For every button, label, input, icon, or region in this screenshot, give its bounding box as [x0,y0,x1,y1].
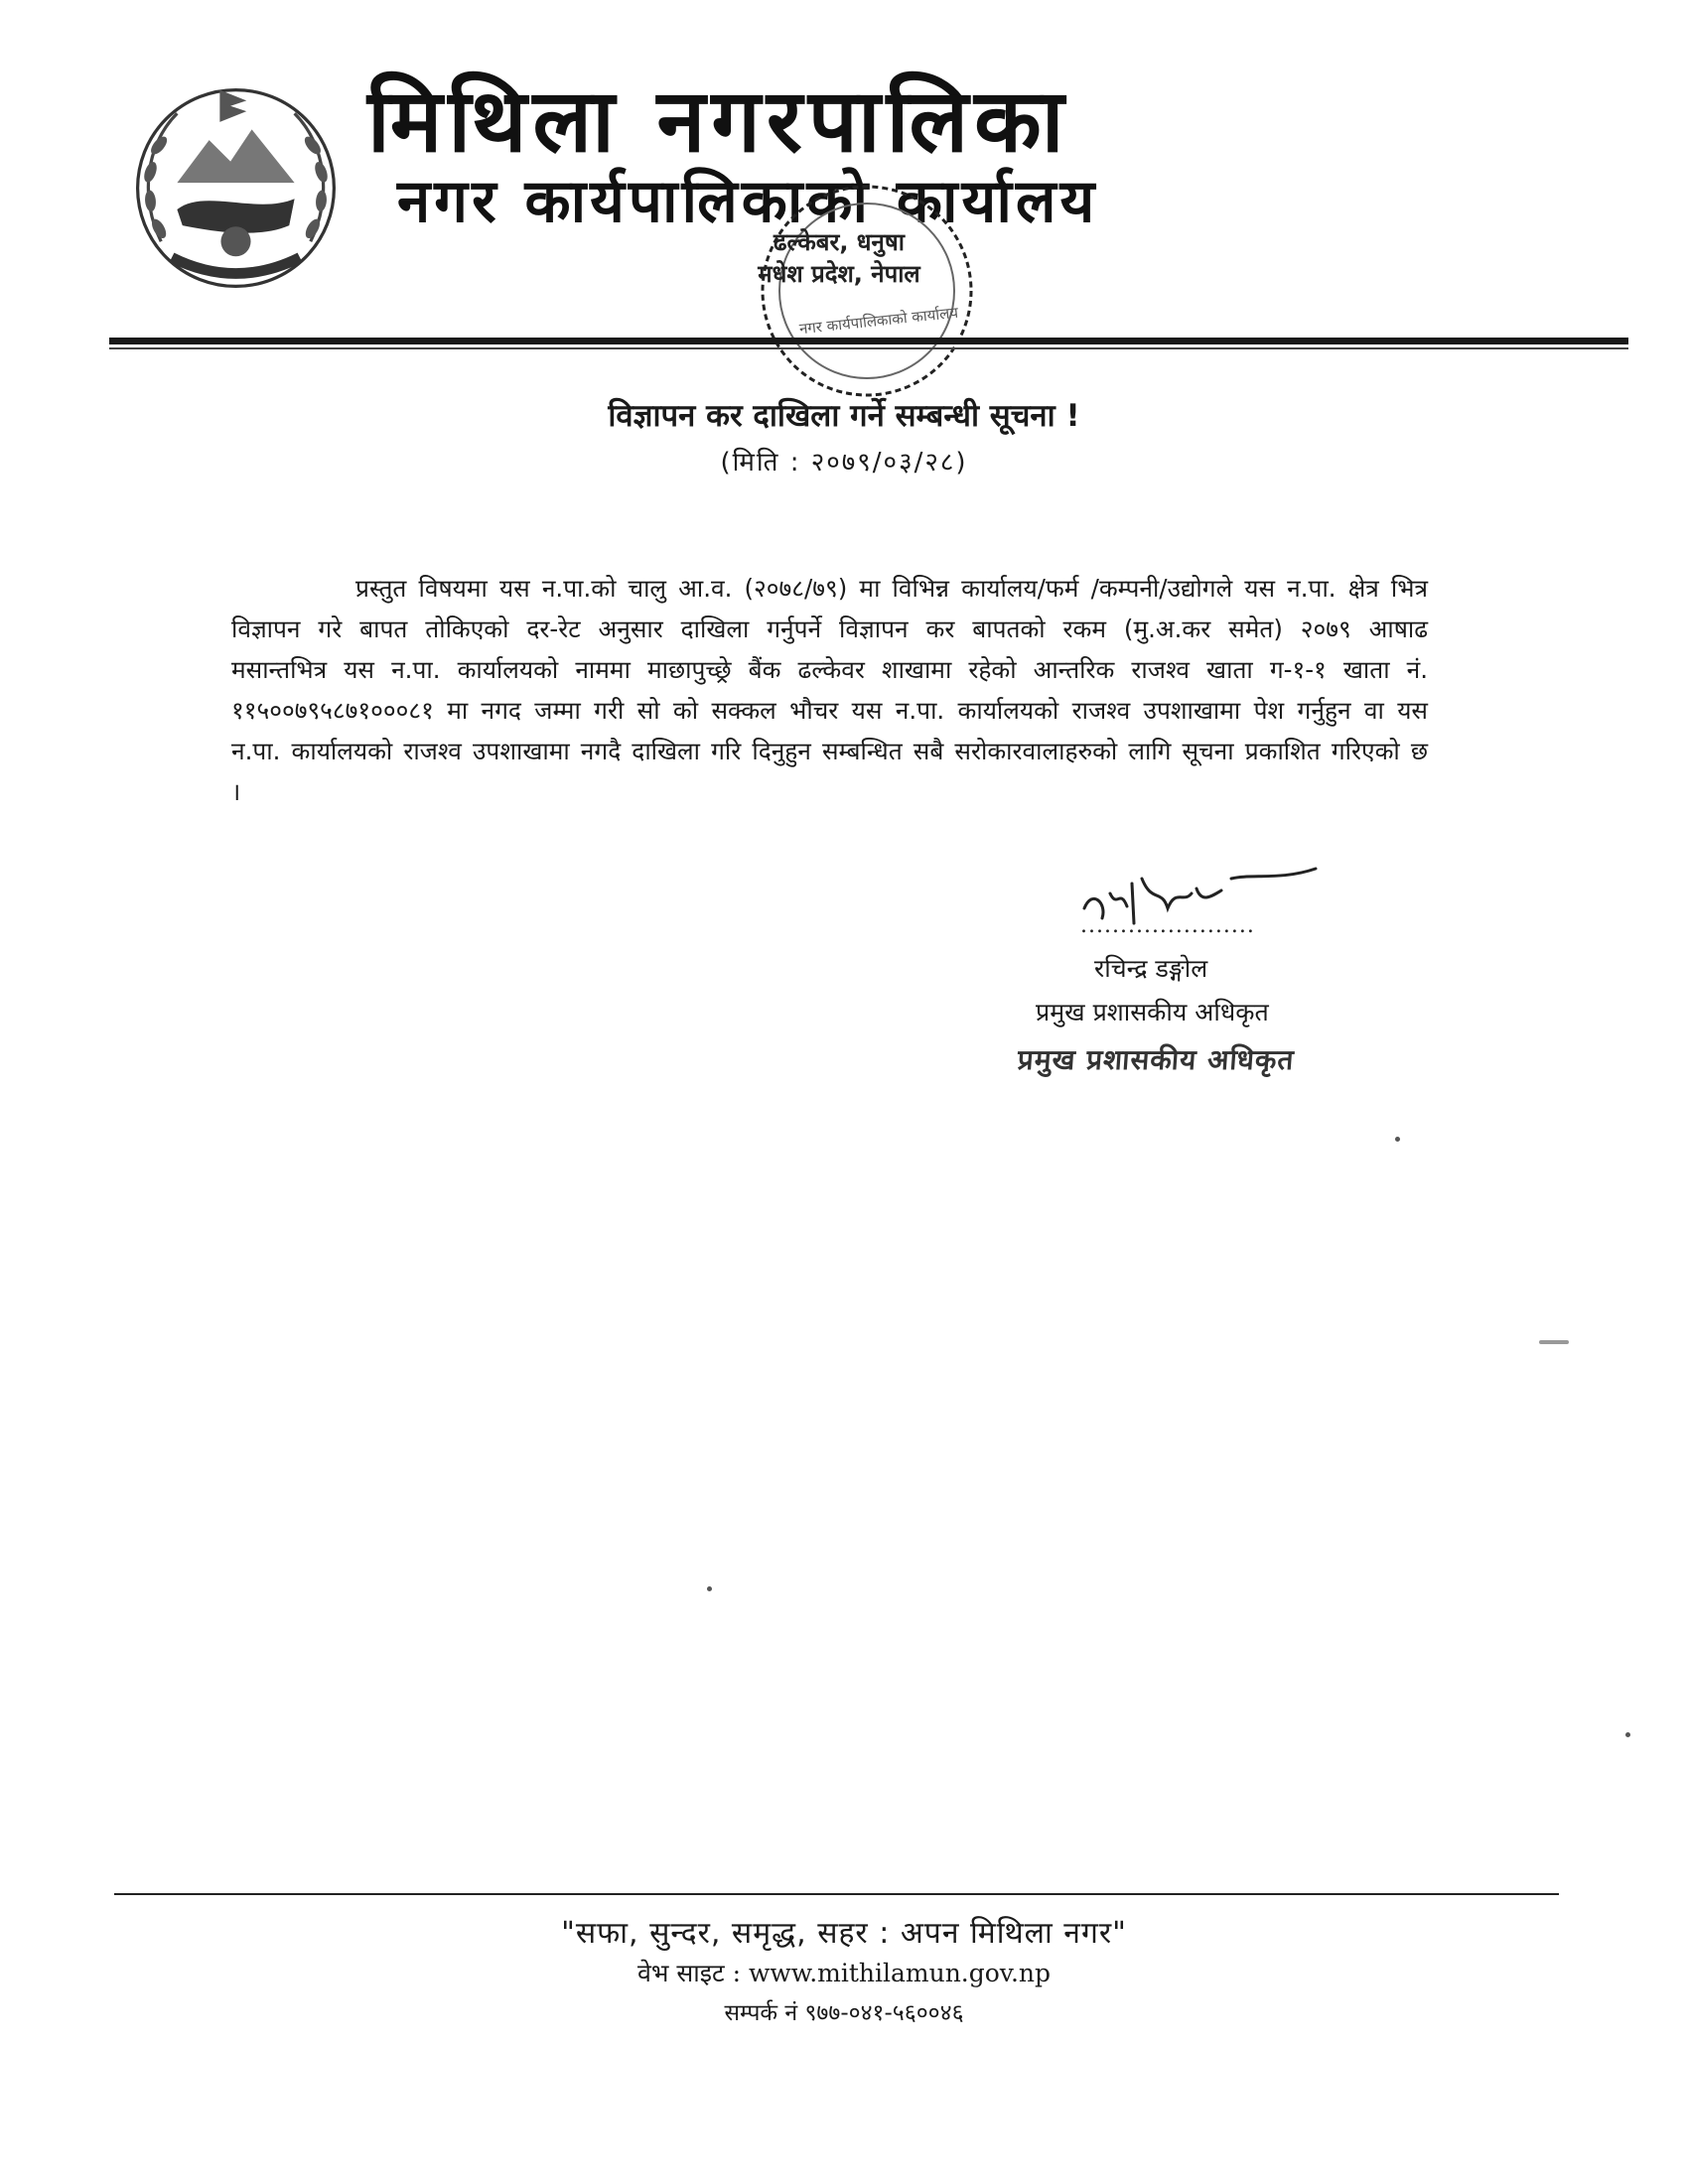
stamp-inner-text: नगर कार्यपालिकाको कार्यालय [798,303,959,339]
header-divider-thin [109,347,1628,349]
signature-line: ...................... [1080,913,1255,938]
header-divider [109,338,1628,344]
scan-speck [1625,1732,1630,1737]
nepal-emblem-icon [129,81,343,295]
footer-contact: सम्पर्क नं ९७७-०४१-५६००४६ [724,2000,964,2026]
signer-designation: प्रमुख प्रशासकीय अधिकृत [1036,998,1269,1026]
footer-slogan: "सफा, सुन्दर, समृद्ध, सहर : अपन मिथिला नगर" [561,1916,1127,1951]
notice-body: प्रस्तुत विषयमा यस न.पा.को चालु आ.व. (२०७८/७९) मा विभिन्न कार्यालय/फर्म /कम्पनी/उद्योगले यस न.पा. क्षेत्र भित्र विज्ञापन गरे बापत तोकिएको दर-रेट अनुसार दाखिला गर्नुपर्ने विज्ञापन कर बापतको रकम (मु.अ.कर समेत) २०७९ आषाढ मसान्तभित्र यस न.पा. कार्यालयको नाममा माछापुच्छ्रे बैंक ढल्केवर शाखामा रहेको आन्तरिक राजश्व खाता ग-१-१ खाता नं. ११५००७९५८७१०००८१ मा नगद जम्मा गरी सो को सक्कल भौचर यस न.पा. कार्यालयको राजश्व उपशाखामा पेश गर्नुहुन वा यस न.पा. कार्यालयको राजश्व उपशाखामा नगदै दाखिला गरि दिनुहुन सम्बन्धित सबै सरोकारवालाहरुको लागि सूचना प्रकाशित गरिएको छ । [231,574,1428,806]
scan-speck [707,1586,712,1591]
designation-seal: प्रमुख प्रशासकीय अधिकृत [1016,1043,1296,1076]
footer-divider [114,1893,1559,1895]
stamp-location: ढल्केबर, धनुषा मधेश प्रदेश, नेपाल [758,228,920,288]
office-name: नगर कार्यपालिकाको कार्यालय [397,167,1099,236]
footer-website: वेभ साइट : www.mithilamun.gov.np [636,1959,1052,1987]
office-stamp [703,177,1031,405]
municipality-name: मिथिला नगरपालिका [367,69,1070,172]
notice-date: (मिति : २०७९/०३/२८) [720,448,968,478]
notice-title: विज्ञापन कर दाखिला गर्ने सम्बन्धी सूचना ! [608,398,1080,434]
scan-speck [1539,1340,1569,1344]
scan-speck [1395,1137,1400,1142]
signer-name: रचिन्द्र डङ्गोल [1094,954,1208,983]
